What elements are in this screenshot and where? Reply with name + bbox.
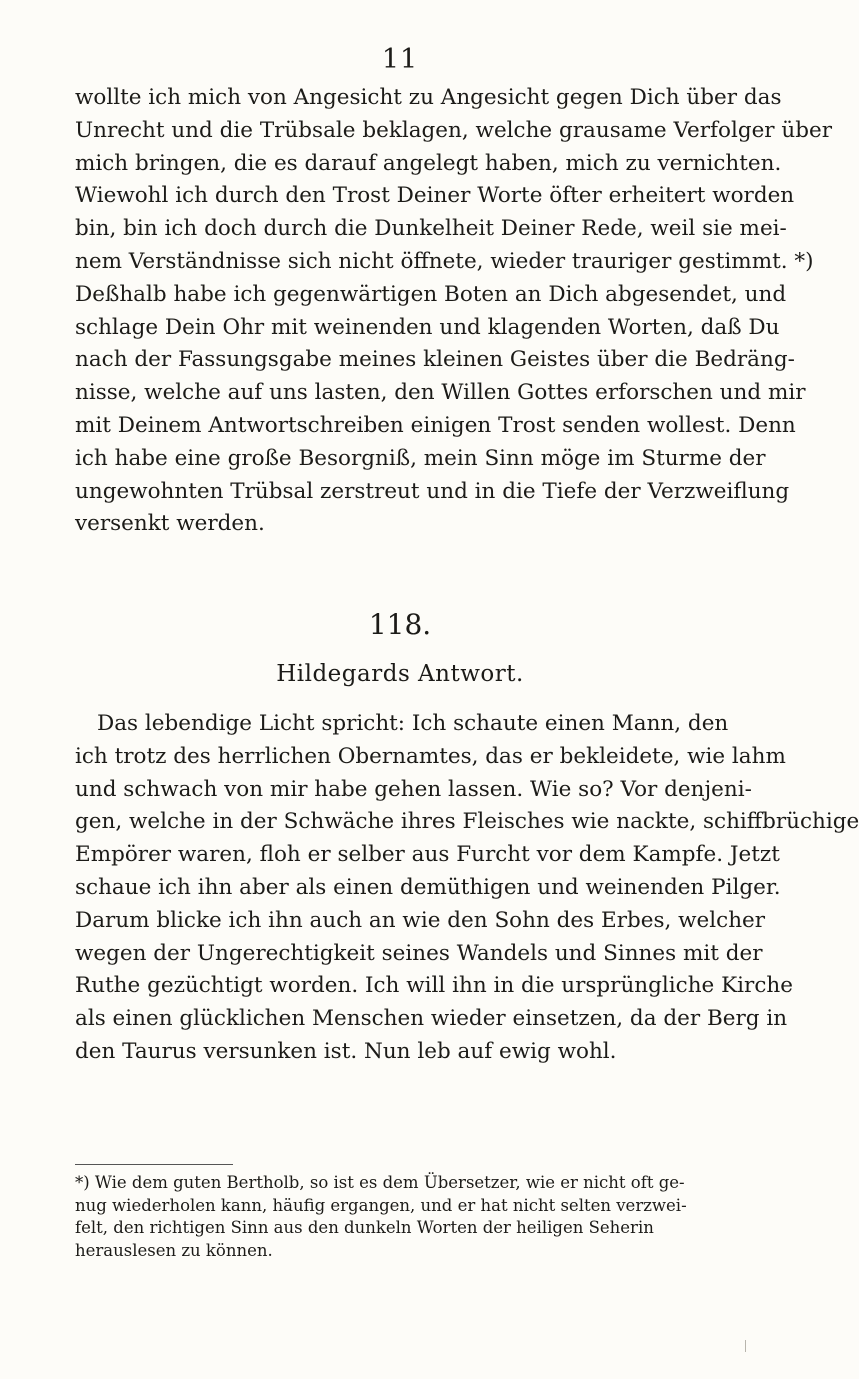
- answer-paragraph: [75, 708, 859, 1069]
- text-line: versenkt werden.: [75, 511, 265, 537]
- text-line: Das lebendige Licht spricht: Ich schaute einen Mann, den: [97, 711, 729, 736]
- text-line: und schwach von mir habe gehen lassen. Wie so? Vor denjeni-: [75, 776, 752, 802]
- text-line: Wiewohl ich durch den Trost Deiner Worte öfter erheitert worden: [75, 183, 795, 209]
- text-line: schlage Dein Ohr mit weinenden und klagenden Worten, daß Du: [75, 314, 780, 340]
- text-line: Unrecht und die Trübsale beklagen, welche grausame Verfolger über: [75, 117, 833, 143]
- text-line: gen, welche in der Schwäche ihres Fleisches wie nackte, schiffbrüchige: [75, 809, 859, 835]
- footnote-divider: [75, 1164, 233, 1165]
- text-line: ich trotz des herrlichen Obernamtes, das er bekleidete, wie lahm: [75, 743, 786, 769]
- paper-speck: [745, 1340, 746, 1352]
- page-number: 11: [381, 44, 419, 75]
- text-line: als einen glücklichen Menschen wieder einsetzen, da der Berg in: [75, 1006, 788, 1032]
- footnote-line: *) Wie dem guten Bertholb, so ist es dem Übersetzer, wie er nicht oft ge-: [75, 1173, 685, 1192]
- footnote-line: nug wiederholen kann, häufig ergangen, und er hat nicht selten verzwei-: [75, 1195, 687, 1215]
- text-line: nach der Fassungsgabe meines kleinen Geistes über die Bedräng-: [75, 347, 795, 373]
- text-line: nem Verständnisse sich nicht öffnete, wieder trauriger gestimmt. *): [75, 248, 814, 274]
- text-line: wollte ich mich von Angesicht zu Angesicht gegen Dich über das: [75, 85, 782, 110]
- section-title: Hildegards Antwort.: [276, 661, 524, 687]
- section-number: 118.: [368, 608, 432, 641]
- text-line: nisse, welche auf uns lasten, den Willen Gottes erforschen und mir: [75, 380, 806, 406]
- text-line: Darum blicke ich ihn auch an wie den Sohn des Erbes, welcher: [75, 907, 766, 933]
- text-line: schaue ich ihn aber als einen demüthigen und weinenden Pilger.: [75, 874, 781, 900]
- text-line: den Taurus versunken ist. Nun leb auf ewig wohl.: [75, 1038, 617, 1064]
- text-line: Ruthe gezüchtigt worden. Ich will ihn in die ursprüngliche Kirche: [75, 973, 793, 999]
- footnote: [75, 1172, 725, 1262]
- text-line: wegen der Ungerechtigkeit seines Wandels und Sinnes mit der: [75, 940, 763, 966]
- footnote-line: herauslesen zu können.: [75, 1240, 273, 1260]
- text-line: Deßhalb habe ich gegenwärtigen Boten an Dich abgesendet, und: [75, 281, 787, 307]
- text-line: Empörer waren, floh er selber aus Furcht vor dem Kampfe. Jetzt: [75, 842, 780, 868]
- text-line: mit Deinem Antwortschreiben einigen Trost senden wollest. Denn: [75, 412, 796, 438]
- text-line: ich habe eine große Besorgniß, mein Sinn möge im Sturme der: [75, 445, 766, 471]
- text-line: ungewohnten Trübsal zerstreut und in die Tiefe der Verzweiflung: [75, 478, 790, 504]
- text-line: mich bringen, die es darauf angelegt haben, mich zu vernichten.: [75, 150, 782, 176]
- footnote-line: felt, den richtigen Sinn aus den dunkeln Worten der heiligen Seherin: [75, 1218, 654, 1237]
- text-line: bin, bin ich doch durch die Dunkelheit Deiner Rede, weil sie mei-: [75, 216, 787, 242]
- letter-paragraph: [75, 82, 833, 541]
